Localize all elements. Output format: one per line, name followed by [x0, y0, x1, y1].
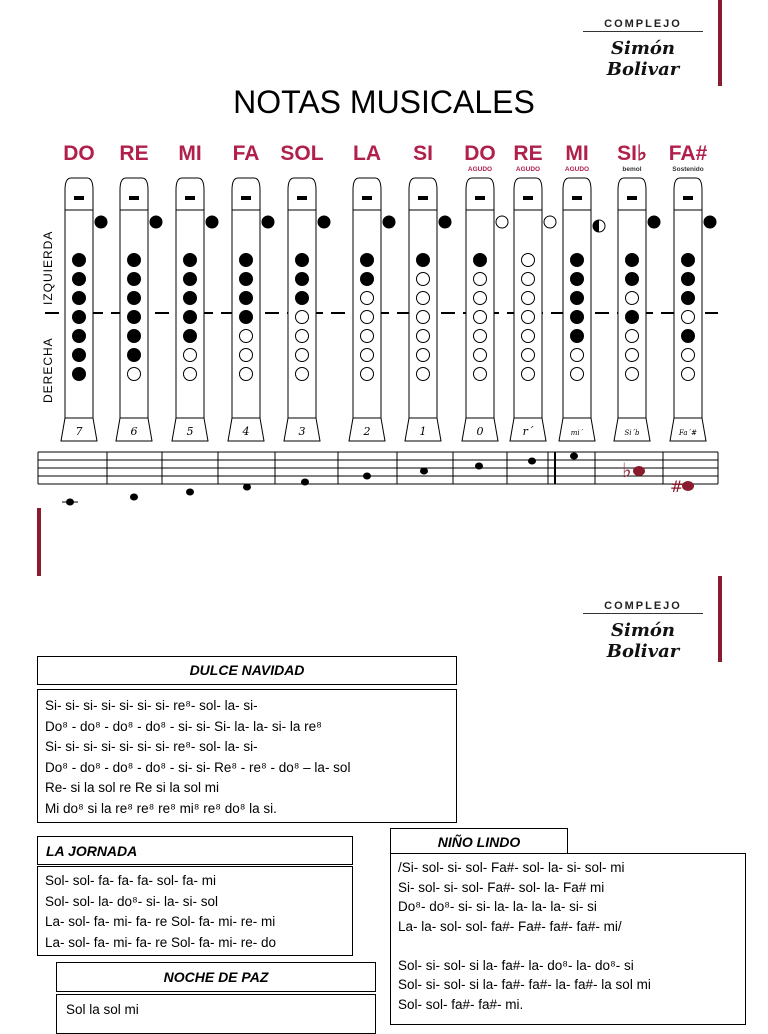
flute-head — [232, 178, 260, 210]
flute-8 — [510, 142, 556, 441]
flute-mouthpiece — [523, 196, 533, 200]
thumb-hole — [206, 216, 218, 228]
note-label: FA# — [668, 142, 708, 165]
finger-hole — [296, 254, 309, 267]
noche-line-1: Sol la sol mi — [66, 1002, 139, 1017]
flute-mouthpiece — [129, 196, 139, 200]
finger-hole — [571, 311, 584, 324]
finger-hole — [682, 292, 695, 305]
thumb-hole — [150, 216, 162, 228]
note-head — [475, 463, 483, 470]
finger-hole — [682, 368, 695, 381]
flute-0 — [61, 142, 107, 441]
finger-hole — [522, 292, 535, 305]
thumb-hole — [496, 216, 508, 228]
finger-hole — [184, 368, 197, 381]
finger-hole — [626, 273, 639, 286]
finger-hole — [296, 330, 309, 343]
finger-hole — [417, 273, 430, 286]
nino-line-4: La- la- sol- sol- fa#- Fa#- fa#- fa#- mi/ — [398, 918, 622, 934]
logo-wordmark: COMPLEJO — [583, 18, 703, 32]
note-head — [243, 484, 251, 491]
finger-hole — [184, 292, 197, 305]
finger-hole — [128, 273, 141, 286]
finger-hole — [296, 368, 309, 381]
nino-line-3: Do⁸- do⁸- si- si- la- la- la- la- si- si — [398, 899, 597, 914]
flute-3 — [228, 142, 274, 441]
finger-hole — [128, 368, 141, 381]
finger-hole — [571, 273, 584, 286]
flute-mouthpiece — [475, 196, 485, 200]
note-label: DO — [464, 142, 496, 165]
flute-number: 0 — [476, 425, 484, 438]
song-lyrics-nino-lindo — [390, 853, 746, 1025]
note-label: RE — [119, 142, 149, 165]
sharp-sign: # — [670, 477, 684, 496]
flute-number: mi´ — [570, 429, 584, 437]
flute-number: 3 — [298, 425, 306, 438]
finger-hole — [73, 368, 86, 381]
song-title-la-jornada: LA JORNADA — [46, 843, 138, 859]
finger-hole — [417, 311, 430, 324]
nino-line-8: Sol- sol- fa#- fa#- mi. — [398, 996, 524, 1012]
flute-mouthpiece — [572, 196, 582, 200]
flute-head — [563, 178, 591, 210]
finger-hole — [361, 368, 374, 381]
finger-hole — [571, 349, 584, 362]
page-title: NOTAS MUSICALES — [233, 84, 535, 120]
note-label: FA — [232, 142, 260, 165]
jornada-line-2: Sol- sol- la- do⁸- si- la- si- sol — [45, 893, 218, 909]
flute-head — [288, 178, 316, 210]
red-bar-top-right — [718, 0, 722, 86]
song-lyrics-noche-de-paz — [56, 994, 376, 1034]
song-lyrics-dulce-navidad — [37, 689, 457, 823]
jornada-line-4: La- sol- fa- mi- fa- re Sol- fa- mi- re- do — [45, 934, 277, 950]
finger-hole — [73, 292, 86, 305]
flute-7 — [462, 142, 508, 441]
song-lyrics-la-jornada — [37, 866, 353, 956]
thumb-hole — [544, 216, 556, 228]
song-title-nino-lindo: NIÑO LINDO — [437, 834, 521, 850]
dulce-line-4: Do⁸ - do⁸ - do⁸ - do⁸ - si- si- Re⁸ - re⁸ - do⁸ – la- sol — [45, 759, 351, 775]
flute-head — [353, 178, 381, 210]
finger-hole — [184, 273, 197, 286]
finger-hole — [522, 368, 535, 381]
finger-hole — [682, 254, 695, 267]
finger-hole — [296, 273, 309, 286]
song-title-box-nino-lindo — [390, 828, 568, 854]
flute-number: Si´b — [624, 429, 640, 437]
finger-hole — [626, 330, 639, 343]
finger-hole — [417, 330, 430, 343]
finger-hole — [240, 311, 253, 324]
finger-hole — [522, 349, 535, 362]
note-label: SI — [413, 142, 433, 165]
flute-mouthpiece — [74, 196, 84, 200]
song-title-box-noche-de-paz — [56, 962, 376, 992]
flute-head — [514, 178, 542, 210]
flute-6 — [405, 142, 451, 441]
dulce-line-6: Mi do⁸ si la re⁸ re⁸ re⁸ mi⁸ re⁸ do⁸ la si. — [45, 800, 277, 816]
thumb-hole — [318, 216, 330, 228]
red-bar-left — [37, 508, 41, 576]
finger-hole — [361, 330, 374, 343]
jornada-line-1: Sol- sol- fa- fa- fa- sol- fa- mi — [45, 873, 217, 888]
flute-head — [409, 178, 437, 210]
finger-hole — [128, 330, 141, 343]
flute-mouthpiece — [683, 196, 693, 200]
flute-number: 1 — [419, 425, 427, 438]
song-title-box-dulce-navidad — [37, 656, 457, 685]
flute-5 — [349, 142, 395, 441]
finger-hole — [184, 349, 197, 362]
finger-hole — [73, 330, 86, 343]
flute-head — [618, 178, 646, 210]
flute-9 — [559, 142, 605, 441]
finger-hole — [682, 273, 695, 286]
finger-hole — [682, 349, 695, 362]
note-sublabel: Sostenido — [672, 166, 704, 173]
finger-hole — [73, 273, 86, 286]
finger-hole — [73, 254, 86, 267]
finger-hole — [571, 368, 584, 381]
thumb-hole — [262, 216, 274, 228]
song-title-noche-de-paz: NOCHE DE PAZ — [163, 969, 269, 985]
flute-head — [65, 178, 93, 210]
finger-hole — [240, 254, 253, 267]
note-label: SI♭ — [617, 142, 647, 165]
flute-10 — [614, 142, 660, 441]
nino-line-5 — [398, 936, 745, 956]
flute-11 — [669, 142, 716, 441]
finger-hole — [73, 349, 86, 362]
finger-hole — [474, 368, 487, 381]
finger-hole — [296, 349, 309, 362]
finger-hole — [571, 254, 584, 267]
finger-hole — [184, 311, 197, 324]
finger-hole — [626, 368, 639, 381]
song-title-box-la-jornada — [37, 836, 353, 865]
note-label: LA — [353, 142, 381, 165]
finger-hole — [417, 254, 430, 267]
finger-hole — [417, 292, 430, 305]
finger-hole — [626, 254, 639, 267]
flute-number: 4 — [242, 425, 250, 438]
logo-script-2: Simón Bolivar — [606, 620, 680, 662]
finger-hole — [240, 330, 253, 343]
finger-hole — [296, 311, 309, 324]
finger-hole — [522, 254, 535, 267]
logo-wordmark-2: COMPLEJO — [583, 600, 703, 614]
finger-hole — [128, 311, 141, 324]
fingering-chart — [0, 130, 768, 520]
flute-2 — [172, 142, 218, 441]
flute-mouthpiece — [362, 196, 372, 200]
finger-hole — [361, 273, 374, 286]
finger-hole — [522, 311, 535, 324]
finger-hole — [474, 330, 487, 343]
nino-line-6: Sol- si- sol- si la- fa#- la- do⁸- la- do⁸- si — [398, 957, 634, 973]
finger-hole — [626, 311, 639, 324]
note-head — [633, 466, 645, 476]
flute-mouthpiece — [418, 196, 428, 200]
note-head — [301, 479, 309, 486]
thumb-hole — [383, 216, 395, 228]
jornada-line-3: La- sol- fa- mi- fa- re Sol- fa- mi- re- mi — [45, 914, 276, 929]
thumb-hole — [439, 216, 451, 228]
dulce-line-2: Do⁸ - do⁸ - do⁸ - do⁸ - si- si- Si- la- la- si- la re⁸ — [45, 718, 322, 734]
nino-line-1: /Si- sol- si- sol- Fa#- sol- la- si- sol- mi — [398, 860, 625, 875]
dulce-line-3: Si- si- si- si- si- si- si- re⁸- sol- la- si- — [45, 739, 258, 754]
flute-1 — [116, 142, 162, 441]
finger-hole — [417, 349, 430, 362]
finger-hole — [240, 368, 253, 381]
flute-number: 7 — [75, 425, 83, 438]
thumb-hole — [648, 216, 660, 228]
finger-hole — [571, 330, 584, 343]
finger-hole — [240, 273, 253, 286]
logo-script: Simón Bolivar — [606, 38, 680, 80]
flute-number: r´ — [522, 425, 534, 438]
nino-line-2: Si- sol- si- sol- Fa#- sol- la- Fa# mi — [398, 879, 605, 895]
flute-number: 5 — [186, 425, 194, 438]
note-sublabel: AGUDO — [564, 166, 590, 173]
finger-hole — [184, 330, 197, 343]
finger-hole — [361, 292, 374, 305]
finger-hole — [361, 349, 374, 362]
finger-hole — [682, 330, 695, 343]
finger-hole — [474, 349, 487, 362]
flute-head — [120, 178, 148, 210]
finger-hole — [128, 254, 141, 267]
song-title-dulce-navidad: DULCE NAVIDAD — [189, 662, 305, 678]
dulce-line-1: Si- si- si- si- si- si- si- re⁸- sol- la- si- — [45, 698, 258, 713]
finger-hole — [626, 349, 639, 362]
flute-mouthpiece — [627, 196, 637, 200]
finger-hole — [128, 349, 141, 362]
finger-hole — [474, 292, 487, 305]
note-head — [570, 453, 578, 460]
flat-sign: ♭ — [622, 458, 632, 482]
nino-line-7: Sol- si- sol- si la- fa#- fa#- la- fa#- la sol mi — [398, 977, 651, 992]
finger-hole — [361, 254, 374, 267]
note-label: RE — [513, 142, 543, 165]
flute-mouthpiece — [241, 196, 251, 200]
finger-hole — [682, 311, 695, 324]
thumb-hole — [95, 216, 107, 228]
flute-head — [176, 178, 204, 210]
flute-number: 2 — [363, 425, 371, 438]
logo-top — [583, 18, 703, 80]
note-sublabel: AGUDO — [467, 166, 493, 173]
finger-hole — [522, 330, 535, 343]
finger-hole — [184, 254, 197, 267]
finger-hole — [474, 254, 487, 267]
red-bar-middle-right — [718, 576, 722, 662]
thumb-hole — [704, 216, 716, 228]
note-head — [186, 489, 194, 496]
note-label: MI — [178, 142, 202, 165]
thumb-hole-half — [593, 220, 599, 232]
flute-4 — [280, 142, 330, 441]
note-label: SOL — [280, 142, 324, 165]
finger-hole — [296, 292, 309, 305]
note-sublabel: bemol — [622, 166, 642, 173]
note-label: DO — [63, 142, 95, 165]
finger-hole — [626, 292, 639, 305]
flute-head — [466, 178, 494, 210]
note-head — [363, 473, 371, 480]
dulce-line-5: Re- si la sol re Re si la sol mi — [45, 780, 220, 795]
note-label: MI — [565, 142, 589, 165]
flute-mouthpiece — [185, 196, 195, 200]
finger-hole — [361, 311, 374, 324]
right-hand-label: DERECHA — [41, 337, 55, 403]
finger-hole — [474, 311, 487, 324]
finger-hole — [417, 368, 430, 381]
finger-hole — [128, 292, 141, 305]
finger-hole — [240, 349, 253, 362]
flute-mouthpiece — [297, 196, 307, 200]
note-head — [130, 494, 138, 501]
flute-number: 6 — [130, 425, 138, 438]
flute-number: Fa´# — [679, 429, 697, 437]
left-hand-label: IZQUIERDA — [41, 230, 55, 305]
finger-hole — [240, 292, 253, 305]
note-sublabel: AGUDO — [515, 166, 541, 173]
logo-middle — [583, 600, 703, 662]
flute-head — [674, 178, 702, 210]
note-head — [682, 481, 694, 491]
finger-hole — [571, 292, 584, 305]
finger-hole — [522, 273, 535, 286]
note-head — [528, 458, 536, 465]
finger-hole — [73, 311, 86, 324]
finger-hole — [474, 273, 487, 286]
note-head — [420, 468, 428, 475]
